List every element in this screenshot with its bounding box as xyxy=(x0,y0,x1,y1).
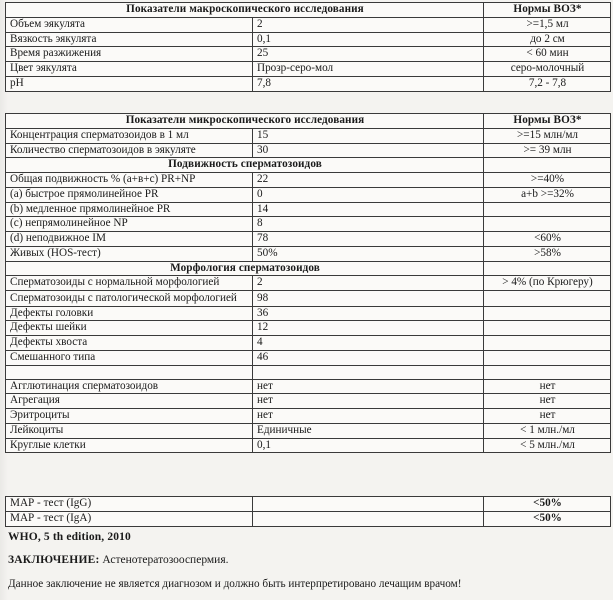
row-value: Единичные xyxy=(253,423,484,438)
row-label xyxy=(6,365,253,379)
conclusion-label: ЗАКЛЮЧЕНИЕ: xyxy=(8,554,100,566)
row-label: (d) неподвижное IM xyxy=(6,232,253,247)
table-row xyxy=(6,497,611,512)
row-label: Дефекты шейки xyxy=(6,321,253,336)
row-norm: >= 39 млн xyxy=(484,143,611,158)
table-row xyxy=(6,306,611,321)
row-norm xyxy=(484,306,611,321)
row-value: 0,1 xyxy=(253,438,484,453)
micro-norm-header: Нормы ВОЗ* xyxy=(484,114,611,129)
row-norm: >58% xyxy=(484,246,611,261)
row-norm xyxy=(484,321,611,336)
table-row xyxy=(6,350,611,365)
section-norm-spacer xyxy=(484,261,611,276)
row-norm: < 5 млн./мл xyxy=(484,438,611,453)
row-value: 30 xyxy=(253,143,484,158)
table-row xyxy=(6,394,611,409)
row-value: 15 xyxy=(253,128,484,143)
row-label: Агрегация xyxy=(6,394,253,409)
table-row xyxy=(6,202,611,217)
table-row xyxy=(6,276,611,291)
row-label: Эритроциты xyxy=(6,409,253,424)
row-label: Общая подвижность % (а+в+с) PR+NP xyxy=(6,173,253,188)
table-row xyxy=(6,32,611,47)
row-norm: 7,2 - 7,8 xyxy=(484,76,611,91)
row-value: 22 xyxy=(253,173,484,188)
row-label: Вязкость эякулята xyxy=(6,32,253,47)
row-label: (b) медленное прямолинейное PR xyxy=(6,202,253,217)
row-value: 12 xyxy=(253,321,484,336)
row-value xyxy=(253,511,484,526)
row-norm xyxy=(484,291,611,307)
row-norm xyxy=(484,336,611,351)
row-norm: a+b >=32% xyxy=(484,187,611,202)
row-value: 36 xyxy=(253,306,484,321)
row-label: МАР - тест (IgG) xyxy=(6,497,253,512)
row-label: (a) быстрое прямолинейное PR xyxy=(6,187,253,202)
row-norm: <50% xyxy=(484,497,611,512)
section-header-row-morphology xyxy=(6,261,611,276)
table-row xyxy=(6,321,611,336)
table-row xyxy=(6,246,611,261)
row-value: 98 xyxy=(253,291,484,307)
row-norm: <50% xyxy=(484,511,611,526)
row-norm: нет xyxy=(484,394,611,409)
row-value: 0,1 xyxy=(253,32,484,47)
row-label: Смешанного типа xyxy=(6,350,253,365)
table-row xyxy=(6,187,611,202)
row-norm: серо-молочный xyxy=(484,62,611,77)
table-row xyxy=(6,128,611,143)
row-norm: нет xyxy=(484,379,611,394)
row-value: 4 xyxy=(253,336,484,351)
row-norm: до 2 см xyxy=(484,32,611,47)
map-test-table xyxy=(5,496,611,527)
row-value: 0 xyxy=(253,187,484,202)
row-label: МАР - тест (IgA) xyxy=(6,511,253,526)
row-value: нет xyxy=(253,409,484,424)
row-norm: нет xyxy=(484,409,611,424)
row-norm xyxy=(484,217,611,232)
row-label: Круглые клетки xyxy=(6,438,253,453)
row-value: 2 xyxy=(253,17,484,32)
row-value: 7,8 xyxy=(253,76,484,91)
row-value: 25 xyxy=(253,47,484,62)
row-value: 78 xyxy=(253,232,484,247)
macro-norm-header: Нормы ВОЗ* xyxy=(484,3,611,18)
disclaimer-text: Данное заключение не является диагнозом и должно быть интерпретировано лечащим врачом! xyxy=(8,578,462,590)
conclusion-text: Астенотератозооспермия. xyxy=(99,554,229,566)
row-label: (c) непрямолинейное NP xyxy=(6,217,253,232)
row-value: 8 xyxy=(253,217,484,232)
row-label: Агглютинация сперматозоидов xyxy=(6,379,253,394)
conclusion-line xyxy=(8,554,229,566)
table-row xyxy=(6,173,611,188)
table-header-row xyxy=(6,114,611,129)
row-label: Дефекты хвоста xyxy=(6,336,253,351)
row-value: 46 xyxy=(253,350,484,365)
row-value: нет xyxy=(253,379,484,394)
table-row-spacer xyxy=(6,365,611,379)
row-value xyxy=(253,497,484,512)
microscopic-results-table xyxy=(5,113,611,453)
row-label: pH xyxy=(6,76,253,91)
row-value: 2 xyxy=(253,276,484,291)
row-norm: >=40% xyxy=(484,173,611,188)
table-row xyxy=(6,17,611,32)
table-row xyxy=(6,143,611,158)
row-label: Лейкоциты xyxy=(6,423,253,438)
table-row xyxy=(6,76,611,91)
table-row xyxy=(6,379,611,394)
row-value: 14 xyxy=(253,202,484,217)
macro-table-title: Показатели макроскопического исследования xyxy=(6,3,484,18)
macroscopic-results-table xyxy=(5,2,611,92)
row-label: Сперматозоиды с патологической морфологией xyxy=(6,291,253,307)
section-norm-spacer xyxy=(484,158,611,173)
table-row xyxy=(6,47,611,62)
table-header-row xyxy=(6,3,611,18)
micro-table-title: Показатели микроскопического исследования xyxy=(6,114,484,129)
row-norm: < 1 млн./мл xyxy=(484,423,611,438)
row-value: нет xyxy=(253,394,484,409)
table-row xyxy=(6,336,611,351)
row-label: Концентрация сперматозоидов в 1 мл xyxy=(6,128,253,143)
row-norm: >=15 млн/мл xyxy=(484,128,611,143)
row-norm xyxy=(484,202,611,217)
row-norm: < 60 мин xyxy=(484,47,611,62)
section-title-morphology: Морфология сперматозоидов xyxy=(6,261,484,276)
row-label: Дефекты головки xyxy=(6,306,253,321)
row-label: Живых (HOS-тест) xyxy=(6,246,253,261)
table-row xyxy=(6,291,611,307)
table-row xyxy=(6,232,611,247)
row-value xyxy=(253,365,484,379)
table-row xyxy=(6,511,611,526)
table-row xyxy=(6,438,611,453)
row-value: 50% xyxy=(253,246,484,261)
table-row xyxy=(6,423,611,438)
who-reference-line: WHO, 5 th edition, 2010 xyxy=(8,531,131,543)
section-header-row-motility xyxy=(6,158,611,173)
row-label: Сперматозоиды с нормальной морфологией xyxy=(6,276,253,291)
table-row xyxy=(6,217,611,232)
row-label: Объем эякулята xyxy=(6,17,253,32)
table-row xyxy=(6,409,611,424)
row-label: Время разжижения xyxy=(6,47,253,62)
row-label: Количество сперматозоидов в эякуляте xyxy=(6,143,253,158)
row-norm xyxy=(484,365,611,379)
row-norm: <60% xyxy=(484,232,611,247)
row-norm: >=1,5 мл xyxy=(484,17,611,32)
section-title-motility: Подвижность сперматозоидов xyxy=(6,158,484,173)
row-norm xyxy=(484,350,611,365)
row-value: Прозр-серо-мол xyxy=(253,62,484,77)
row-label: Цвет эякулята xyxy=(6,62,253,77)
row-norm: > 4% (по Крюгеру) xyxy=(484,276,611,291)
table-row xyxy=(6,62,611,77)
